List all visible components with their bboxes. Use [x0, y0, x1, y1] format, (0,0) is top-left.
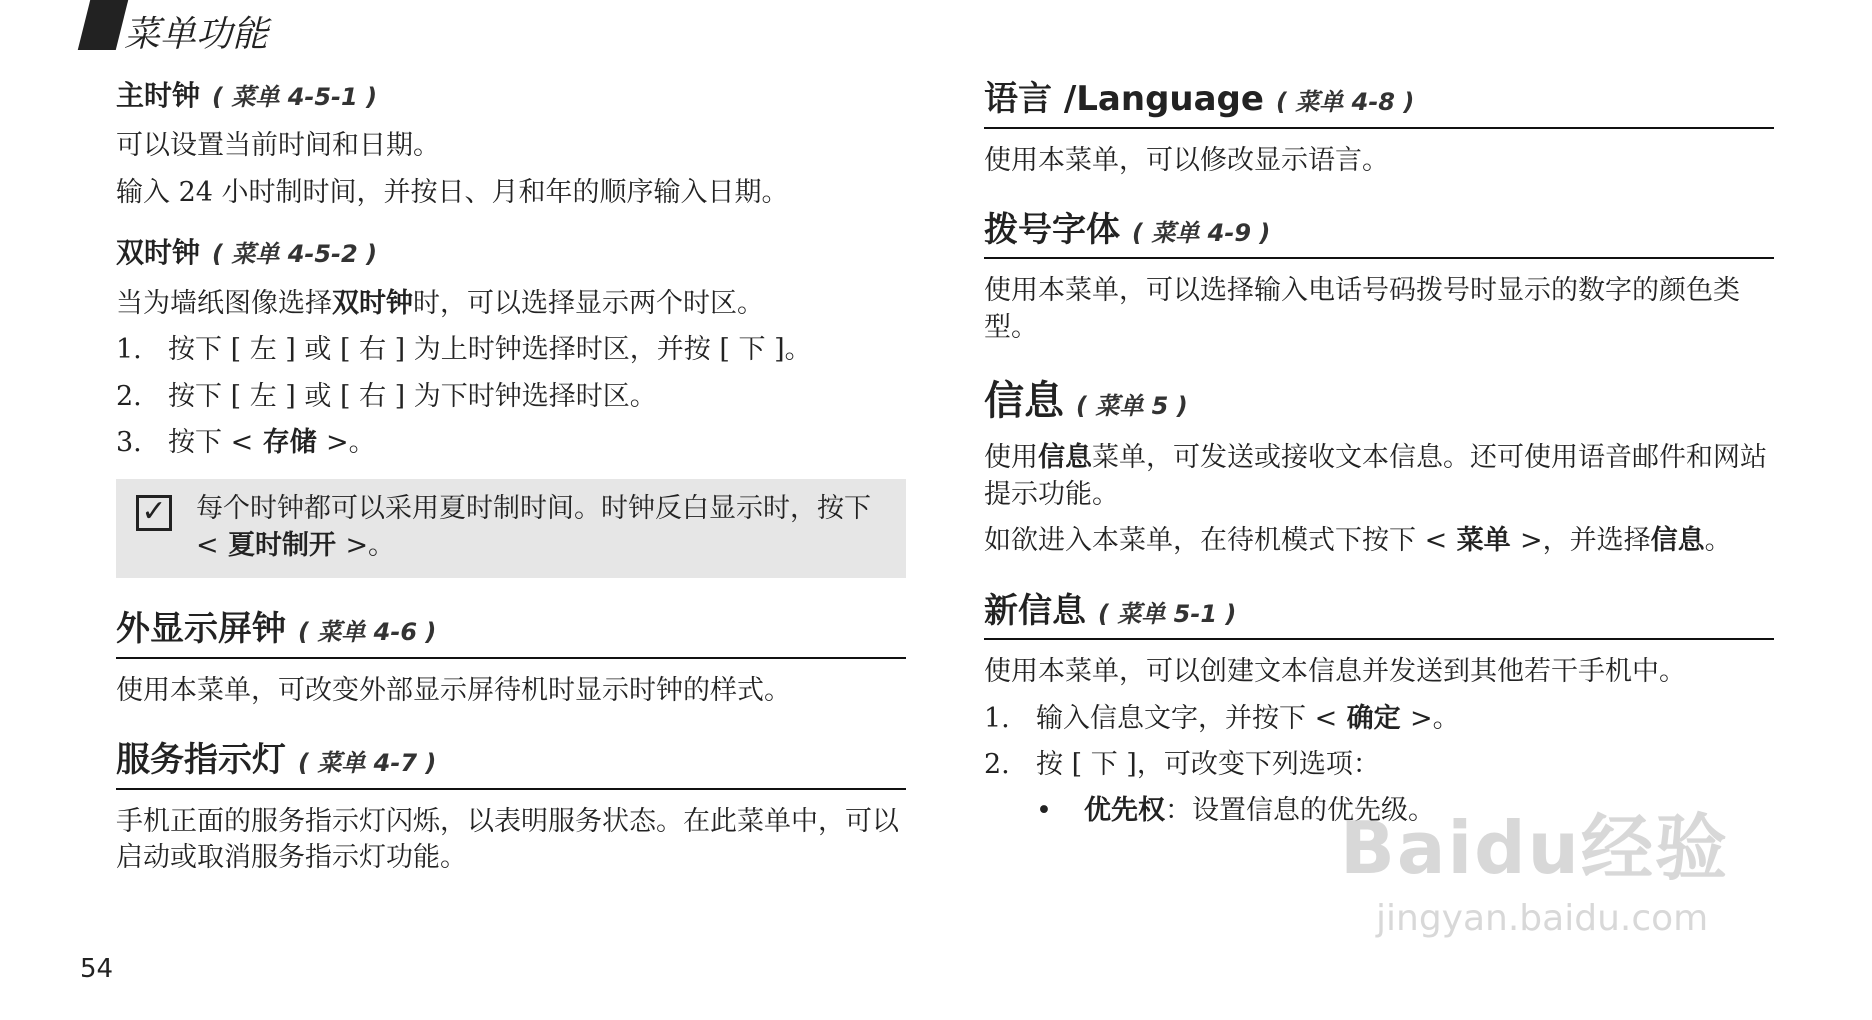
outer-clock-para: 使用本菜单，可改变外部显示屏待机时显示时钟的样式。 [116, 674, 791, 706]
messages-p2-e: 。 [1704, 525, 1732, 557]
outer-clock-title: 外显示屏钟 [116, 609, 286, 650]
left-column [116, 78, 906, 877]
dial-font-heading [984, 209, 1774, 260]
dst-softkey-label: 夏时制开 [218, 529, 346, 561]
messages-ref: ( 菜单 5 ) [1076, 392, 1188, 421]
dual-clock-ref: ( 菜单 4-5-2 ) [212, 240, 378, 269]
page-number: 54 [80, 954, 114, 984]
messages-p2-a: 如欲进入本菜单，在待机模式下按下 < [984, 525, 1448, 557]
step-text-c: >。 [326, 426, 376, 458]
new-message-steps [984, 701, 1774, 784]
new-message-para: 使用本菜单，可以创建文本信息并发送到其他若干手机中。 [984, 656, 1686, 688]
language-para: 使用本菜单，可以修改显示语言。 [984, 144, 1389, 176]
ok-softkey-label: 确定 [1337, 702, 1411, 734]
dial-font-para: 使用本菜单，可以选择输入电话号码拨号时显示的数字的颜色类型。 [984, 275, 1740, 343]
watermark [1340, 790, 1729, 939]
messages-heading [984, 376, 1774, 426]
priority-desc: ：设置信息的优先级。 [1165, 795, 1435, 827]
service-light-para: 手机正面的服务指示灯闪烁，以表明服务状态。在此菜单中，可以启动或取消服务指示灯功能。 [116, 805, 899, 874]
service-light-title: 服务指示灯 [116, 740, 286, 781]
messages-para-2 [984, 523, 1774, 559]
list-item [116, 425, 906, 461]
note-text-c: >。 [345, 529, 396, 561]
step-text: 按下 [ 左 ] 或 [ 右 ] 为上时钟选择时区，并按 [ 下 ]。 [168, 334, 812, 366]
messages-title: 信息 [984, 378, 1064, 425]
language-heading [984, 78, 1774, 129]
step-text: 按下 [ 左 ] 或 [ 右 ] 为下时钟选择时区。 [168, 380, 657, 412]
step-number: 1. [116, 334, 142, 366]
outer-clock-ref: ( 菜单 4-6 ) [298, 618, 437, 647]
step-number: 2. [984, 749, 1010, 780]
watermark-logo: Baidu经验 [1340, 806, 1729, 890]
messages-term-2: 信息 [1650, 525, 1705, 557]
messages-term: 信息 [1038, 442, 1092, 474]
main-clock-title: 主时钟 [116, 79, 201, 112]
step-number: 1. [984, 702, 1010, 734]
step-text: 按 [ 下 ]，可改变下列选项： [1036, 749, 1380, 780]
step-text [168, 425, 376, 461]
dial-font-ref: ( 菜单 4-9 ) [1132, 218, 1271, 247]
dual-clock-title: 双时钟 [116, 236, 201, 270]
dual-clock-term: 双时钟 [332, 287, 413, 319]
outer-clock-heading [116, 608, 906, 659]
new-message-heading [984, 590, 1774, 641]
new-message-ref: ( 菜单 5-1 ) [1098, 599, 1237, 628]
menu-softkey-label: 菜单 [1447, 525, 1521, 557]
language-title: 语言 /Language [984, 79, 1264, 119]
checkmark-note-icon: ✓ [136, 495, 172, 531]
note-text-a: 每个时钟都可以采用夏时制时间。时钟反白显示时，按下 < [196, 493, 871, 561]
list-item [116, 379, 906, 415]
language-ref: ( 菜单 4-8 ) [1275, 88, 1415, 116]
messages-text-a: 使用 [984, 442, 1038, 474]
service-light-ref: ( 菜单 4-7 ) [298, 749, 437, 778]
dual-clock-text-a: 当为墙纸图像选择 [116, 287, 332, 319]
save-softkey-label: 存储 [253, 426, 327, 458]
dial-font-title: 拨号字体 [984, 209, 1120, 250]
step-text-a: 输入信息文字，并按下 < [1036, 702, 1338, 734]
dual-clock-para [116, 286, 906, 322]
main-clock-ref: ( 菜单 4-5-1 ) [212, 83, 378, 111]
right-column [984, 78, 1774, 830]
list-item [116, 332, 906, 368]
page-header-title: 菜单功能 [124, 14, 269, 55]
step-text-a: 按下 < [168, 426, 254, 458]
list-item [984, 747, 1774, 783]
messages-p2-c: >，并选择 [1520, 525, 1651, 557]
dual-clock-text-c: 时，可以选择显示两个时区。 [413, 287, 764, 319]
main-clock-heading [116, 78, 906, 114]
step-number: 3. [116, 426, 142, 458]
note-box [116, 479, 906, 578]
watermark-url: jingyan.baidu.com [1376, 898, 1709, 939]
step-text-c: >。 [1410, 702, 1460, 734]
bullet-icon: • [1036, 795, 1052, 827]
step-number: 2. [116, 380, 142, 412]
messages-text-c: 菜单，可发送或接收文本信息。还可使用语音邮件和网站提示功能。 [984, 442, 1767, 510]
main-clock-para-2: 输入 24 小时制时间，并按日、月和年的顺序输入日期。 [116, 176, 789, 208]
header-marker [78, 0, 128, 50]
priority-term: 优先权 [1084, 795, 1165, 827]
new-message-title: 新信息 [984, 590, 1086, 631]
list-item [984, 701, 1774, 737]
dual-clock-heading [116, 235, 906, 271]
service-light-heading [116, 739, 906, 790]
dual-clock-steps [116, 332, 906, 461]
step-text [1036, 701, 1460, 737]
main-clock-para-1: 可以设置当前时间和日期。 [116, 130, 440, 162]
messages-para-1 [984, 440, 1774, 513]
